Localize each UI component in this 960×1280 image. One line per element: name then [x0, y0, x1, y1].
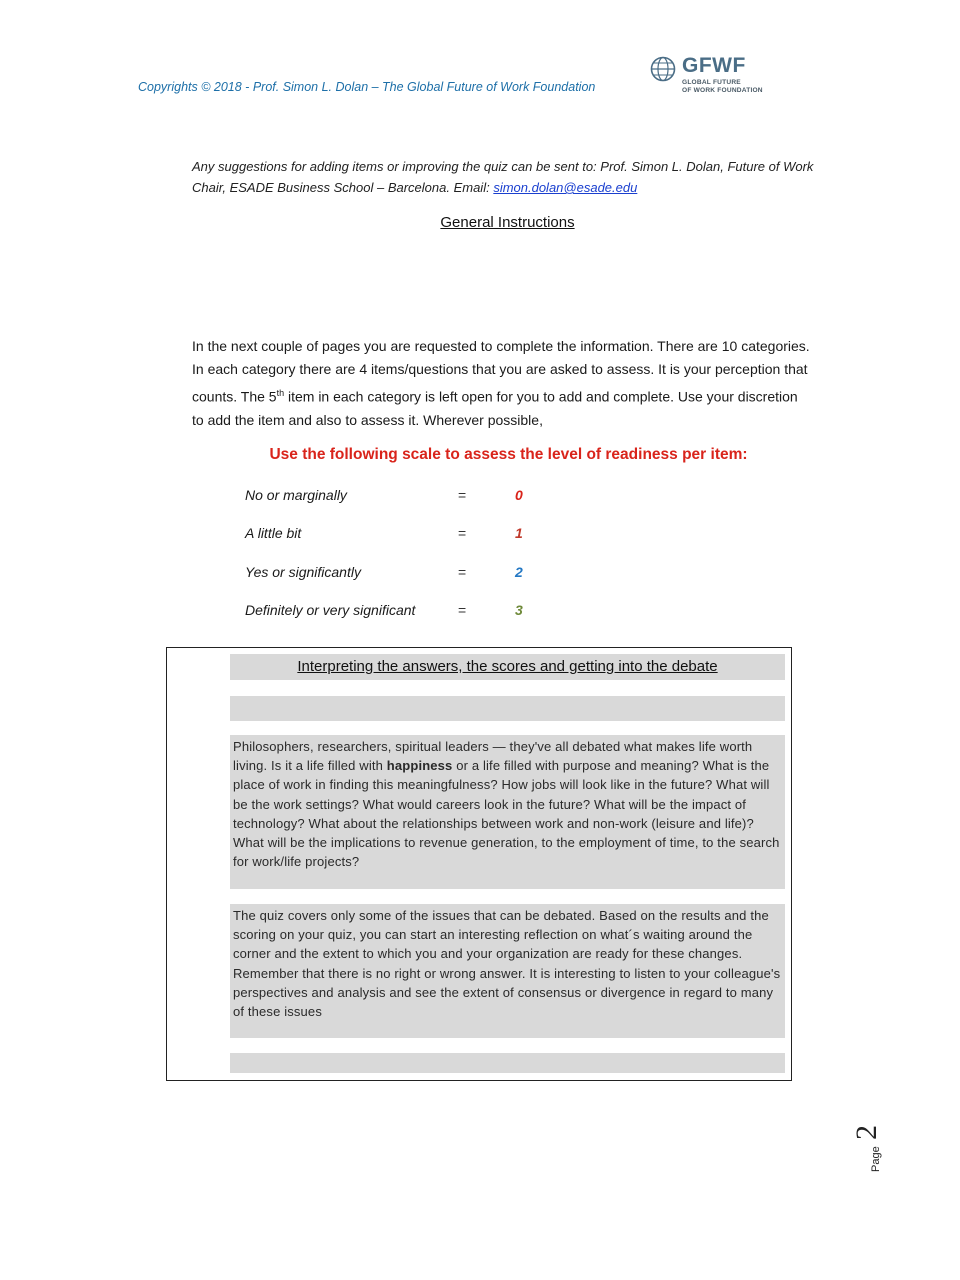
instructions-part1: In the next couple of pages you are requested to complete the information. There are 10 categories. In each category there are 4 items/questions that you are asked to assess. It is your perception that counts. The 5 [192, 338, 810, 405]
globe-icon [650, 56, 676, 82]
suggestions-text: Any suggestions for adding items or improving the quiz can be sent to: Prof. Simon L. Dolan, Future of Work Chair, ESADE Business School – Barcelona. Email: [192, 159, 814, 195]
scale-row [245, 525, 545, 549]
scale-value: 1 [515, 525, 523, 541]
scale-equals: = [458, 602, 467, 618]
gfwf-logo [650, 54, 790, 98]
logo-subtitle-line1: GLOBAL FUTURE [682, 79, 741, 86]
suggestions-note [192, 156, 832, 198]
logo-subtitle-line2: OF WORK FOUNDATION [682, 87, 763, 94]
scale-label: No or marginally [245, 487, 347, 503]
copyright-line: Copyrights © 2018 - Prof. Simon L. Dolan – The Global Future of Work Foundation [138, 80, 596, 94]
instructions-sup: th [276, 387, 285, 398]
scale-label: Definitely or very significant [245, 602, 416, 618]
page-word: Page [870, 1146, 882, 1172]
scale-equals: = [458, 487, 467, 503]
page-number [842, 1114, 902, 1174]
general-instructions-title: General Instructions [440, 214, 575, 231]
interpretation-paragraph-1 [230, 735, 785, 873]
email-link[interactable]: simon.dolan@esade.edu [493, 180, 638, 195]
para1-text-b: or a life filled with purpose and meaning? What is the place of work in finding this meaningfulness? How jobs will look like in the future? What will be the work settings? What would careers look in the future? What will be the impact of technology? What about the relationships between work and non-work (leisure and life)? What will be the implications to revenue generation, to the employment of time, to the search for work/life projects? [233, 758, 780, 870]
scale-value: 2 [515, 564, 523, 580]
page-number-value: 2 [850, 1125, 883, 1140]
scale-label: A little bit [245, 525, 302, 541]
instructions-part2: item in each category is left open for you to add and complete. Use your discretion to add the item and also to assess it. Wherever possible, [192, 388, 798, 428]
para1-bold: happiness [386, 758, 453, 774]
scale-row [245, 564, 545, 588]
para1-text-a: Philosophers, researchers, spiritual leaders — they've all debated what makes life worth living. Is it a life filled with [233, 739, 753, 774]
interpretation-paragraph-2: The quiz covers only some of the issues that can be debated. Based on the results and the scoring on your quiz, you can start an interesting reflection on what´s waiting around the corner and the extent to which you and your organization are ready for these changes. Remember that there is no right or wrong answer. It is interesting to listen to your colleague's perspectives and analysis and see the extent of consensus or divergence in regard to many of these issues [233, 908, 781, 1020]
scale-row [245, 602, 545, 626]
logo-subtitle [682, 79, 763, 95]
scale-title: Use the following scale to assess the level of readiness per item: [269, 446, 748, 463]
empty-row-shading [230, 696, 785, 721]
scale-equals: = [458, 564, 467, 580]
logo-name: GFWF [682, 54, 746, 77]
scale-equals: = [458, 525, 467, 541]
empty-row-shading [230, 1053, 785, 1073]
general-instructions-body [192, 335, 812, 432]
scale-value: 3 [515, 602, 523, 618]
scale-row [245, 487, 545, 511]
scale-value: 0 [515, 487, 523, 503]
scale-label: Yes or significantly [245, 564, 361, 580]
interpretation-title: Interpreting the answers, the scores and getting into the debate [297, 658, 718, 675]
